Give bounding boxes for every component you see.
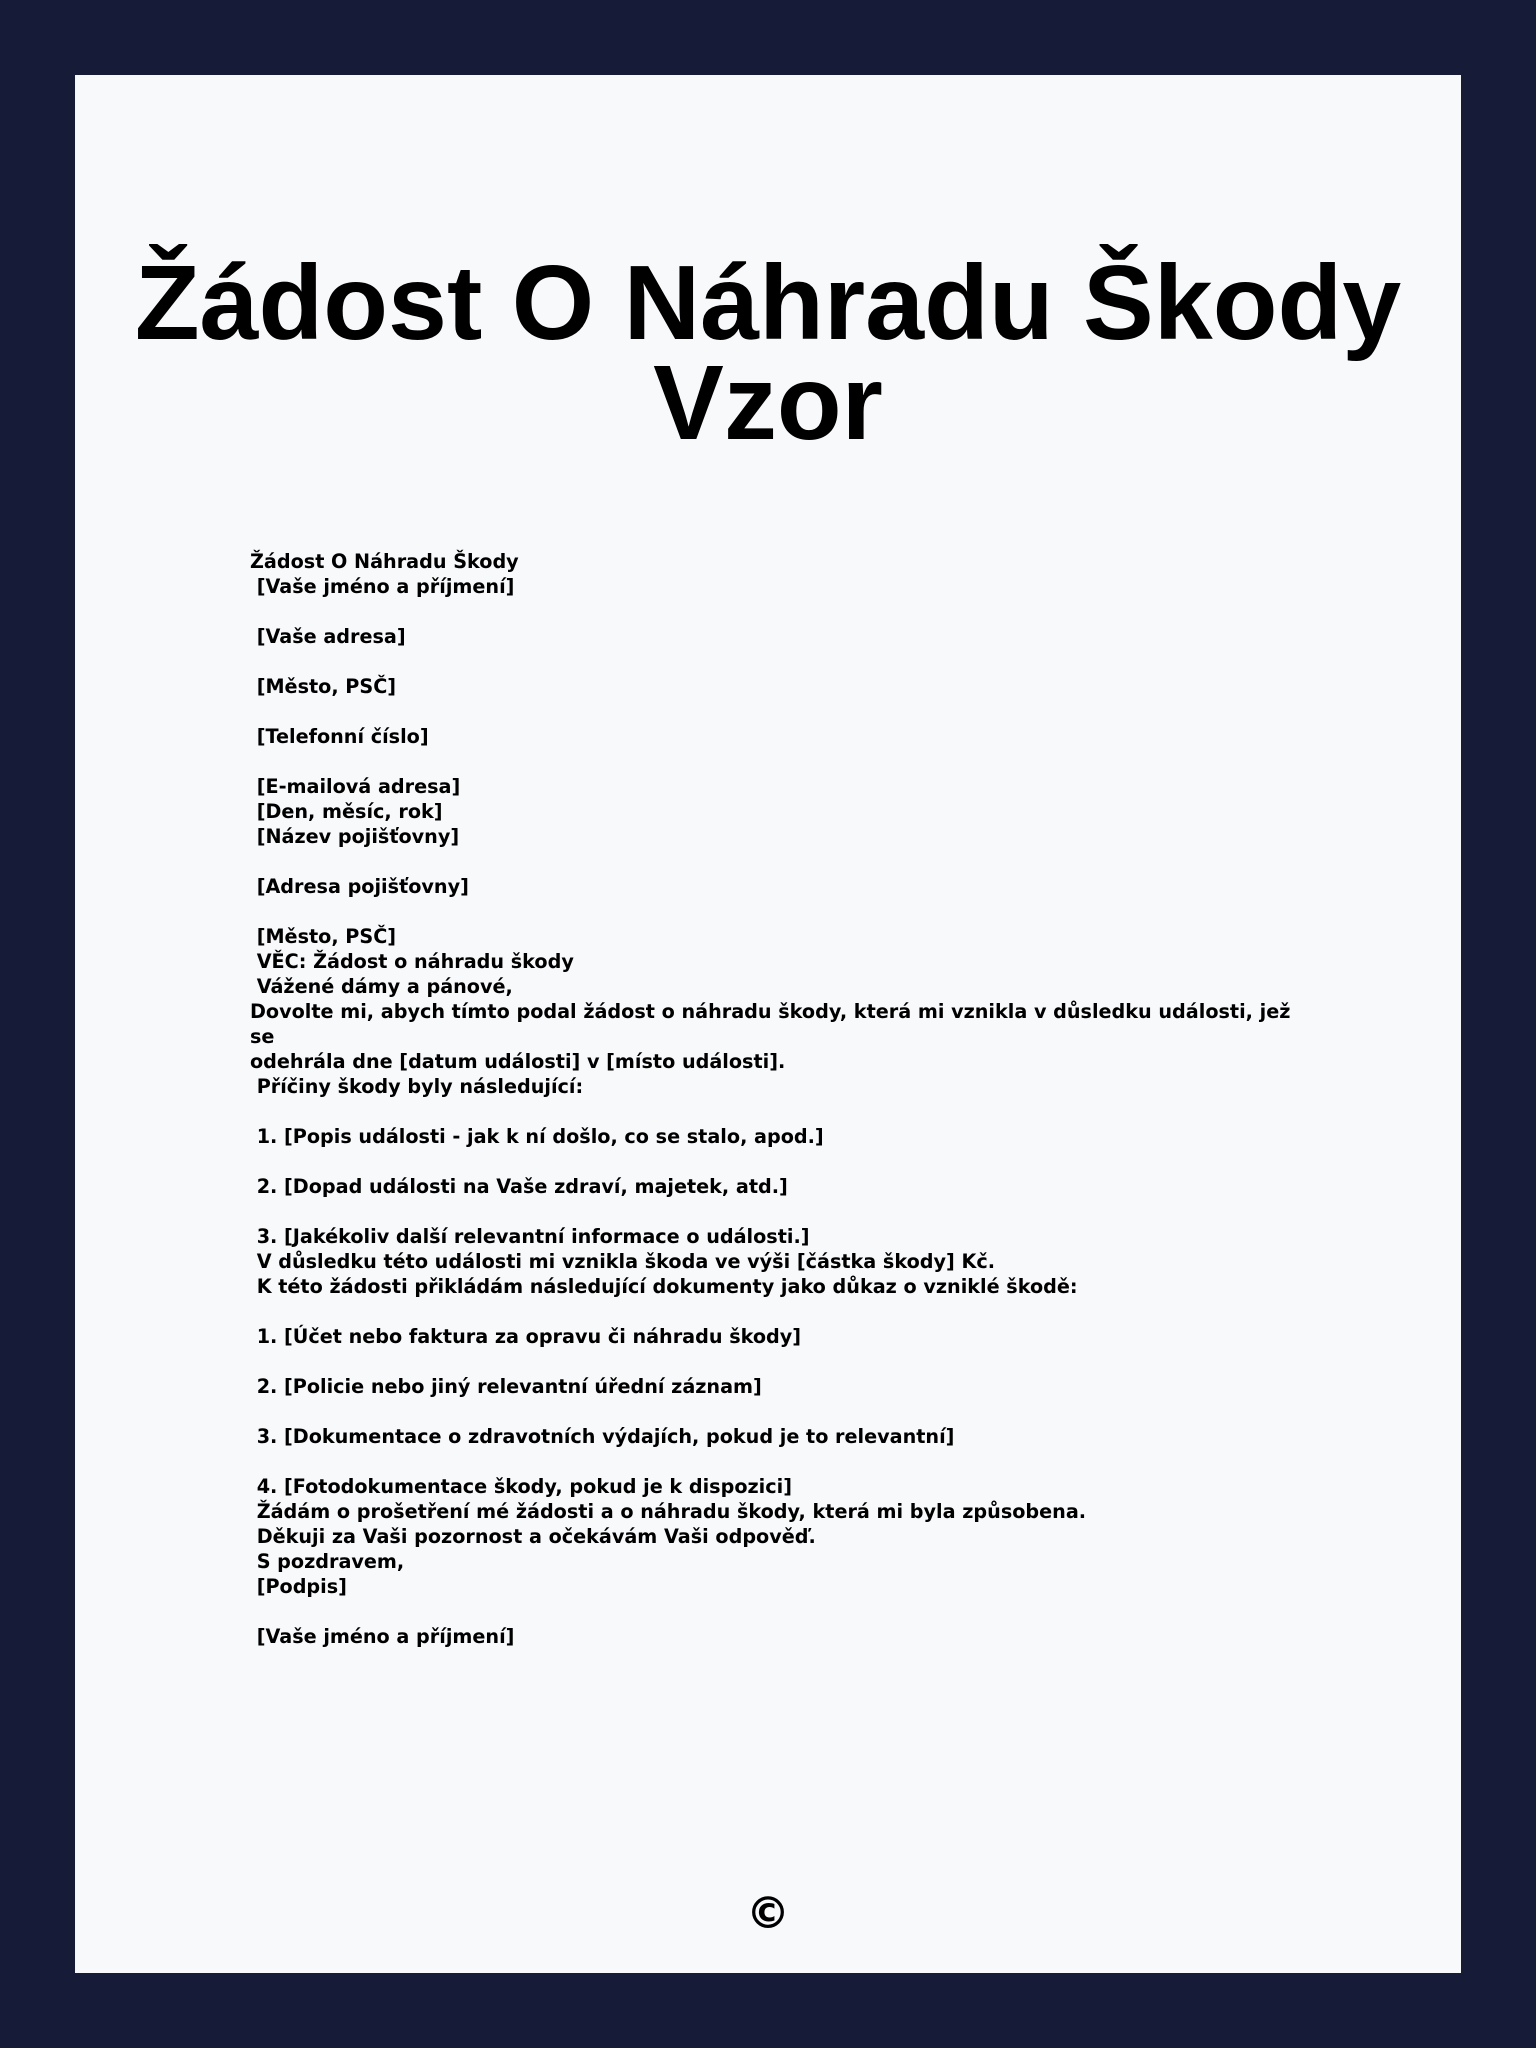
letter-line: [Město, PSČ] xyxy=(250,675,397,698)
letter-line: 1. [Popis události - jak k ní došlo, co se stalo, apod.] xyxy=(250,1125,824,1148)
letter-line: [Adresa pojišťovny] xyxy=(250,875,469,898)
letter-body xyxy=(250,549,1300,1649)
letter-line: V důsledku této události mi vznikla škoda ve výši [částka škody] Kč. xyxy=(250,1250,996,1273)
letter-line: Žádám o prošetření mé žádosti a o náhradu škody, která mi byla způsobena. xyxy=(250,1500,1087,1523)
letter-line: Příčiny škody byly následující: xyxy=(250,1075,584,1098)
letter-line: [Podpis] xyxy=(250,1575,347,1598)
letter-blank-line xyxy=(250,699,1300,724)
letter-line: [Vaše jméno a příjmení] xyxy=(250,575,515,598)
document-title-line-2: Vzor xyxy=(653,344,883,462)
letter-blank-line xyxy=(250,1449,1300,1474)
letter-line: [Den, měsíc, rok] xyxy=(250,800,443,823)
letter-line: odehrála dne [datum události] v [místo události]. xyxy=(250,1050,786,1073)
letter-line: [Telefonní číslo] xyxy=(250,725,429,748)
letter-blank-line xyxy=(250,1349,1300,1374)
letter-blank-line xyxy=(250,1149,1300,1174)
letter-line: [E-mailová adresa] xyxy=(250,775,461,798)
letter-line: 3. [Jakékoliv další relevantní informace o události.] xyxy=(250,1225,810,1248)
letter-line: Děkuji za Vaši pozornost a očekávám Vaši odpověď. xyxy=(250,1525,816,1548)
letter-blank-line xyxy=(250,849,1300,874)
letter-blank-line xyxy=(250,1599,1300,1624)
letter-line: 1. [Účet nebo faktura za opravu či náhradu škody] xyxy=(250,1325,802,1348)
letter-line: VĚC: Žádost o náhradu škody xyxy=(250,950,574,973)
copyright-symbol: © xyxy=(746,1888,790,1939)
letter-line: [Vaše jméno a příjmení] xyxy=(250,1625,515,1648)
letter-blank-line xyxy=(250,649,1300,674)
letter-line: 2. [Dopad události na Vaše zdraví, majetek, atd.] xyxy=(250,1175,788,1198)
letter-blank-line xyxy=(250,899,1300,924)
letter-blank-line xyxy=(250,749,1300,774)
document-page xyxy=(75,75,1461,1973)
letter-line: [Název pojišťovny] xyxy=(250,825,460,848)
document-title-line-1: Žádost O Náhradu Škody xyxy=(134,244,1402,362)
letter-line: Vážené dámy a pánové, xyxy=(250,975,513,998)
letter-line: K této žádosti přikládám následující dokumenty jako důkaz o vzniklé škodě: xyxy=(250,1275,1078,1298)
letter-blank-line xyxy=(250,1099,1300,1124)
letter-line: [Vaše adresa] xyxy=(250,625,406,648)
letter-line: Žádost O Náhradu Škody xyxy=(250,550,519,573)
letter-line: 3. [Dokumentace o zdravotních výdajích, pokud je to relevantní] xyxy=(250,1425,955,1448)
letter-line: 4. [Fotodokumentace škody, pokud je k dispozici] xyxy=(250,1475,792,1498)
letter-blank-line xyxy=(250,1299,1300,1324)
document-title xyxy=(75,244,1461,462)
letter-line: Dovolte mi, abych tímto podal žádost o náhradu škody, která mi vznikla v důsledku události, jež se xyxy=(250,1000,1298,1048)
letter-line: S pozdravem, xyxy=(250,1550,405,1573)
letter-blank-line xyxy=(250,599,1300,624)
letter-blank-line xyxy=(250,1199,1300,1224)
letter-line: [Město, PSČ] xyxy=(250,925,397,948)
letter-line: 2. [Policie nebo jiný relevantní úřední záznam] xyxy=(250,1375,762,1398)
letter-blank-line xyxy=(250,1399,1300,1424)
